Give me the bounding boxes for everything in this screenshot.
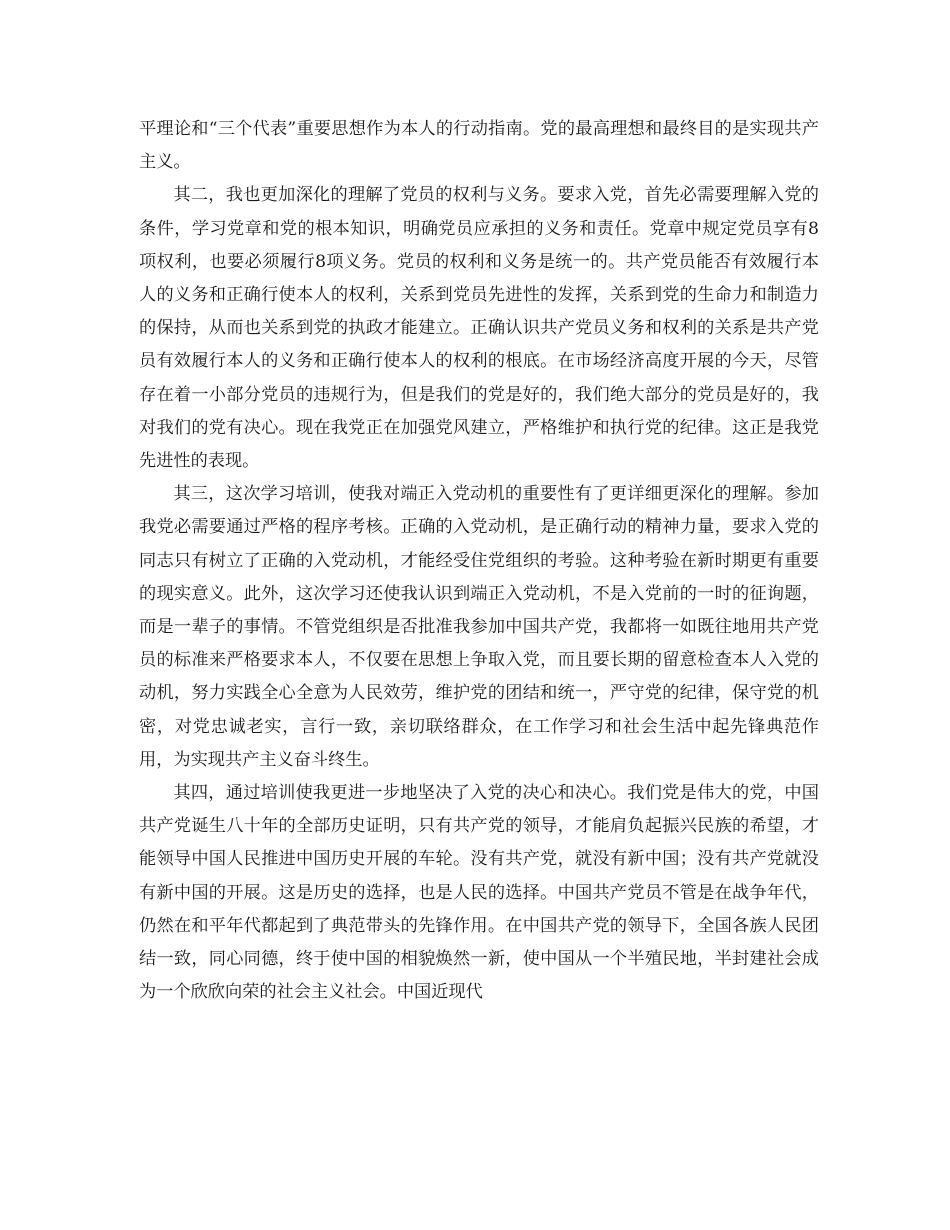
paragraph-rights-and-duties: 其二，我也更加深化的理解了党员的权利与义务。要求入党，首先必需要理解入党的条件，学习党章和党的根本知识，明确党员应承担的义务和责任。党章中规定党员享有8项权利，也要必须履行8项义务。党员的权利和义务是统一的。共产党员能否有效履行本人的义务和正确行使本人的权利，关系到党员先进性的发挥，关系到党的生命力和制造力的保持，从而也关系到党的执政才能建立。正确认识共产党员义务和权利的关系是共产党员有效履行本人的义务和正确行使本人的权利的根底。在市场经济高度开展的今天，尽管存在着一小部分党员的违规行为，但是我们的党是好的，我们绝大部分的党员是好的，我对我们的党有决心。现在我党正在加强党风建立，严格维护和执行党的纪律。这正是我党先进性的表现。 xyxy=(139,185,819,472)
paragraph-motivation: 其三，这次学习培训，使我对端正入党动机的重要性有了更详细更深化的理解。参加我党必需要通过严格的程序考核。正确的入党动机，是正确行动的精神力量，要求入党的同志只有树立了正确的入党动机，才能经受住党组织的考验。这种考验在新时期更有重要的现实意义。此外，这次学习还使我认识到端正入党动机，不是入党前的一时的征询题，而是一辈子的事情。不管党组织是否批准我参加中国共产党，我都将一如既往地用共产党员的标准来严格要求本人，不仅要在思想上争取入党，而且要长期的留意检查本人入党的动机，努力实践全心全意为人民效劳，维护党的团结和统一，严守党的纪律，保守党的机密，对党忠诚老实，言行一致，亲切联络群众，在工作学习和社会生活中起先锋典范作用，为实现共产主义奋斗终生。 xyxy=(139,484,819,770)
document-body xyxy=(139,113,819,1009)
paragraph-determination: 其四，通过培训使我更进一步地坚决了入党的决心和决心。我们党是伟大的党，中国共产党诞生八十年的全部历史证明，只有共产党的领导，才能肩负起振兴民族的希望，才能领导中国人民推进中国历史开展的车轮。没有共产党，就没有新中国；没有共产党就没有新中国的开展。这是历史的选择，也是人民的选择。中国共产党员不管是在战争年代，仍然在和平年代都起到了典范带头的先锋作用。在中国共产党的领导下，全国各族人民团结一致，同心同德，终于使中国的相貌焕然一新，使中国从一个半殖民地，半封建社会成为一个欣欣向荣的社会主义社会。中国近现代 xyxy=(139,783,819,1003)
paragraph-continuation: 平理论和“三个代表”重要思想作为本人的行动指南。党的最高理想和最终目的是实现共产主义。 xyxy=(139,119,819,173)
